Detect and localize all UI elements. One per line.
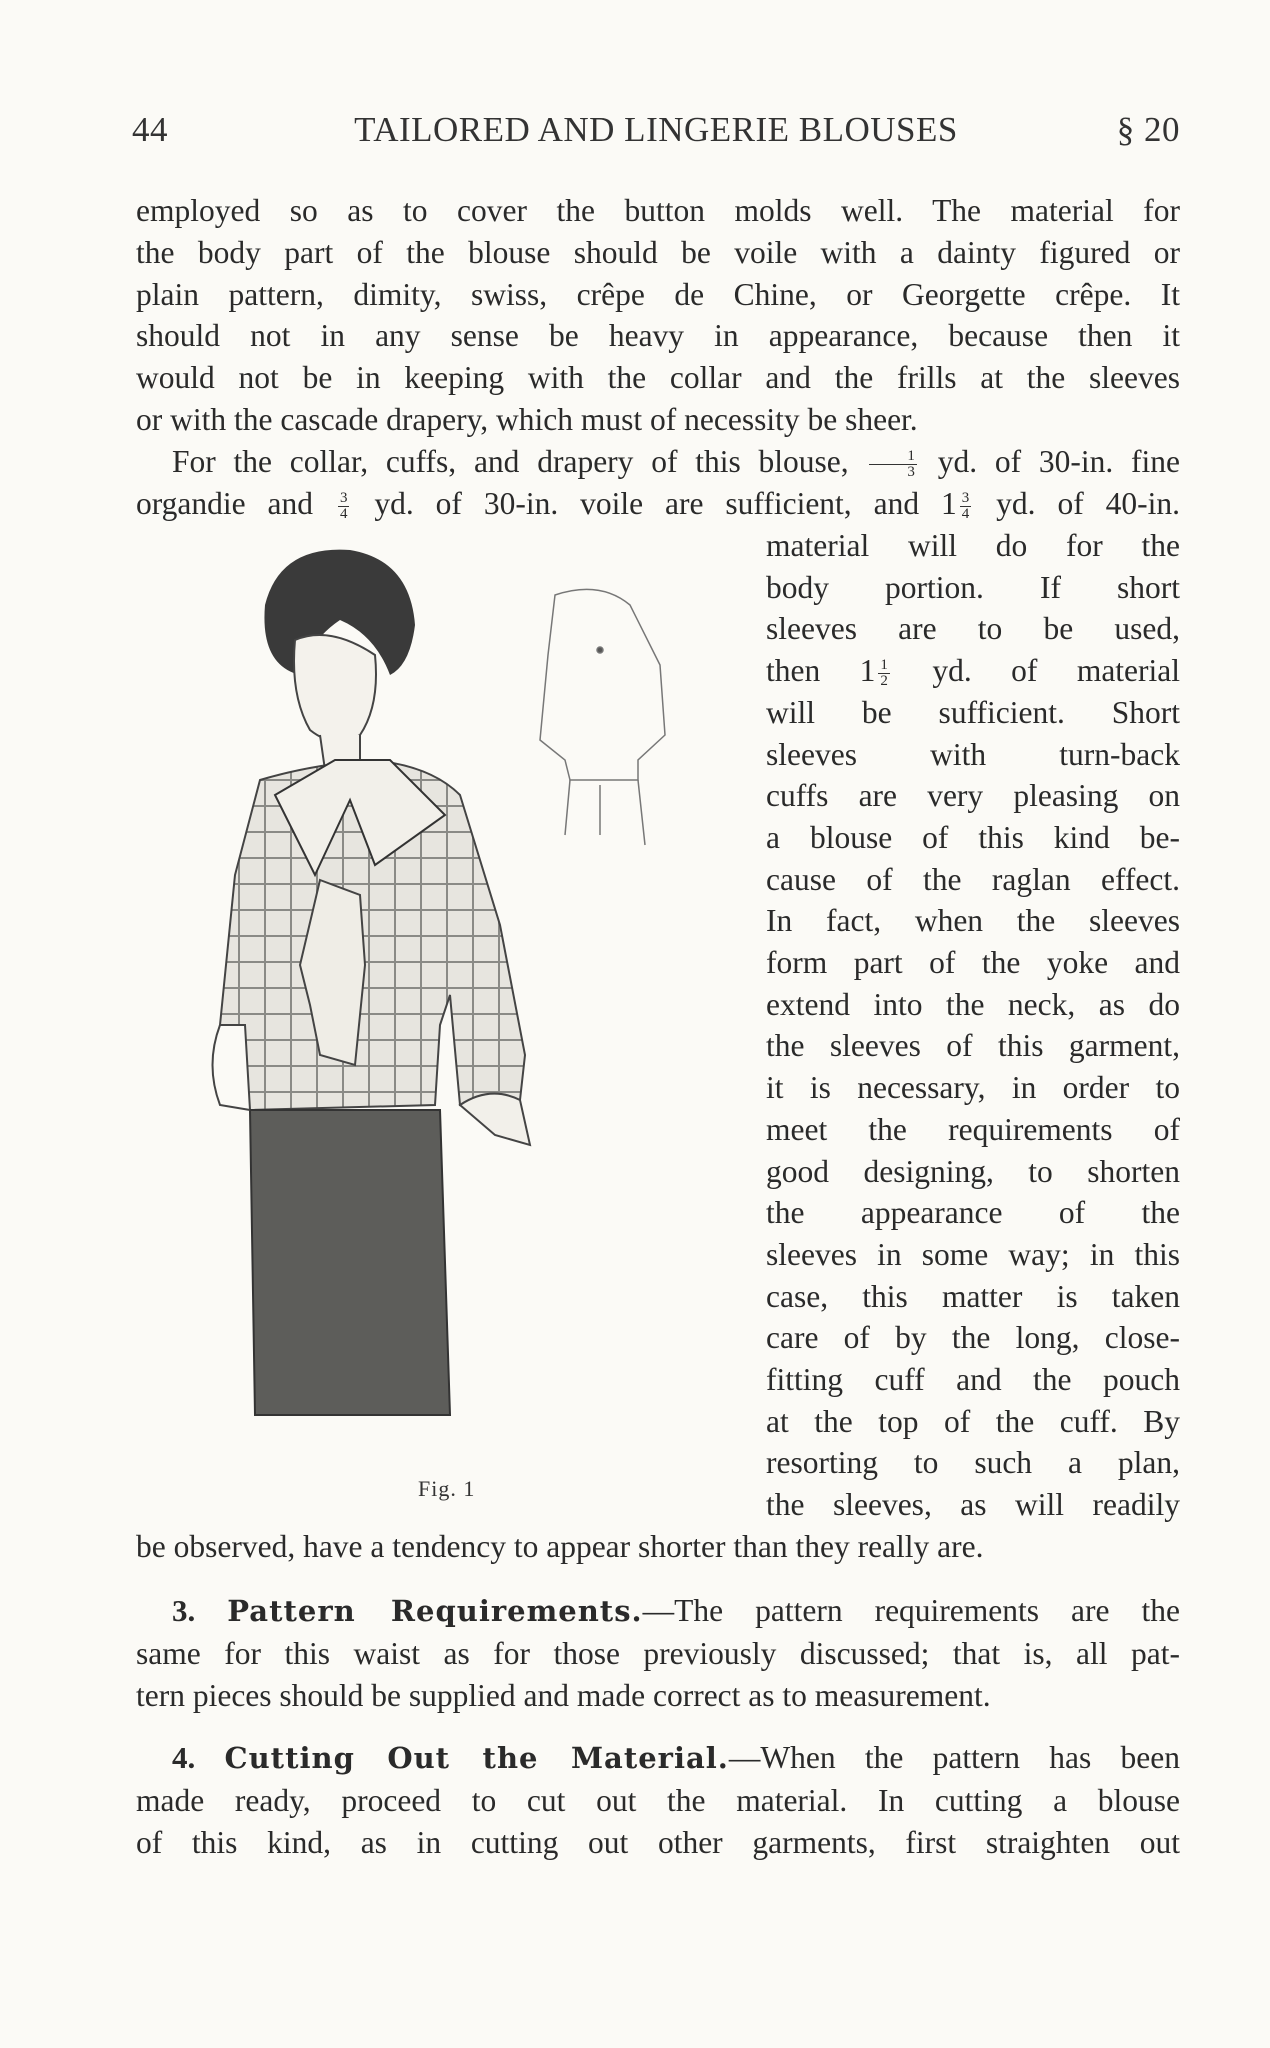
- text-line: form part of the yoke and: [766, 945, 1180, 981]
- text-line: extend into the neck, as do: [766, 986, 1180, 1022]
- text-line: For the collar, cuffs, and drapery of this blouse, $\frac{1}{3}$ yd. of 30-in. fine: [172, 444, 1180, 481]
- text-line: at the top of the cuff. By: [766, 1403, 1180, 1439]
- text-line: body portion. If short: [766, 569, 1180, 605]
- text-line: same for this waist as for those previously discussed; that is, all pat-: [136, 1635, 1180, 1671]
- text-line: then 1 $\frac{1}{2}$ yd. of material: [766, 653, 1181, 690]
- wrap-end-paragraph: [136, 1526, 1180, 1568]
- skirt-shape: [250, 1110, 450, 1415]
- text-line: tern pieces should be supplied and made correct as to measurement.: [136, 1677, 991, 1713]
- section-number: 4.: [172, 1740, 196, 1775]
- text-line: fitting cuff and the pouch: [766, 1362, 1180, 1398]
- fraction: $\frac{3}{4}$: [339, 490, 348, 523]
- text-line: care of by the long, close-: [766, 1320, 1180, 1356]
- text-line: In fact, when the sleeves: [766, 903, 1180, 939]
- text-line: it is necessary, in order to: [766, 1070, 1180, 1106]
- text-line: organdie and $\frac{3}{4}$ yd. of 30-in. voile are sufficient, and 1 $\frac{3}{4}$ yd. of 40-in.: [136, 485, 1180, 523]
- figure-caption: Fig. 1: [418, 1476, 476, 1501]
- text-line: sleeves in some way; in this: [766, 1236, 1180, 1272]
- paragraph-1: [136, 190, 1180, 441]
- running-title: TAILORED AND LINGERIE BLOUSES: [354, 110, 958, 149]
- text-line: the sleeves, as will readily: [766, 1487, 1180, 1523]
- page-number: 44: [132, 110, 168, 149]
- section-heading: Cutting Out the Material.: [224, 1741, 729, 1775]
- text-line: will be sufficient. Short: [766, 694, 1180, 730]
- text-line: or with the cascade drapery, which must of necessity be sheer.: [136, 401, 918, 437]
- text-line: made ready, proceed to cut out the material. In cutting a blouse: [136, 1782, 1180, 1818]
- text-line: cuffs are very pleasing on: [766, 778, 1180, 814]
- text-line: resorting to such a plan,: [766, 1445, 1180, 1481]
- text-line: 4. Cutting Out the Material.—When the pattern has been: [172, 1740, 1181, 1775]
- text-line: the appearance of the: [766, 1195, 1180, 1231]
- section-3: [136, 1590, 1180, 1716]
- blouse-illustration: [160, 545, 720, 1455]
- text-line: be observed, have a tendency to appear shorter than they really are.: [136, 1529, 984, 1564]
- section-number: 3.: [172, 1593, 196, 1628]
- text-line: sleeves are to be used,: [766, 611, 1180, 647]
- text-line: the body part of the blouse should be voile with a dainty figured or: [136, 234, 1180, 270]
- text-line: 3. Pattern Requirements.—The pattern requirements are the: [172, 1593, 1180, 1628]
- section-mark: § 20: [1116, 110, 1180, 149]
- text-line: cause of the raglan effect.: [766, 861, 1180, 897]
- face-shape: [294, 635, 376, 741]
- text-line: plain pattern, dimity, swiss, crêpe de Chine, or Georgette crêpe. It: [136, 276, 1180, 312]
- section-4: [136, 1737, 1180, 1863]
- back-view-sketch: [540, 589, 665, 845]
- text-line: employed so as to cover the button molds well. The material for: [136, 193, 1180, 228]
- text-line: material will do for the: [766, 528, 1180, 563]
- text-line: should not in any sense be heavy in appearance, because then it: [136, 318, 1180, 354]
- fraction: $\frac{1}{2}$: [880, 657, 888, 690]
- paragraph-2: [136, 441, 1180, 525]
- text-line: case, this matter is taken: [766, 1278, 1180, 1314]
- text-line: would not be in keeping with the collar and the frills at the sleeves: [136, 360, 1180, 396]
- wrapped-text-column: [766, 525, 1180, 1526]
- text-line: a blouse of this kind be-: [766, 819, 1180, 855]
- text-line: of this kind, as in cutting out other garments, first straighten out: [136, 1824, 1180, 1860]
- fraction: $\frac{3}{4}$: [961, 490, 970, 523]
- text-line: meet the requirements of: [766, 1111, 1180, 1147]
- section-heading: Pattern Requirements.: [227, 1594, 643, 1628]
- text-line: good designing, to shorten: [766, 1153, 1180, 1189]
- fraction: $\frac{1}{3}$: [869, 449, 917, 480]
- text-line: the sleeves of this garment,: [766, 1028, 1180, 1064]
- text-line: sleeves with turn-back: [766, 736, 1180, 772]
